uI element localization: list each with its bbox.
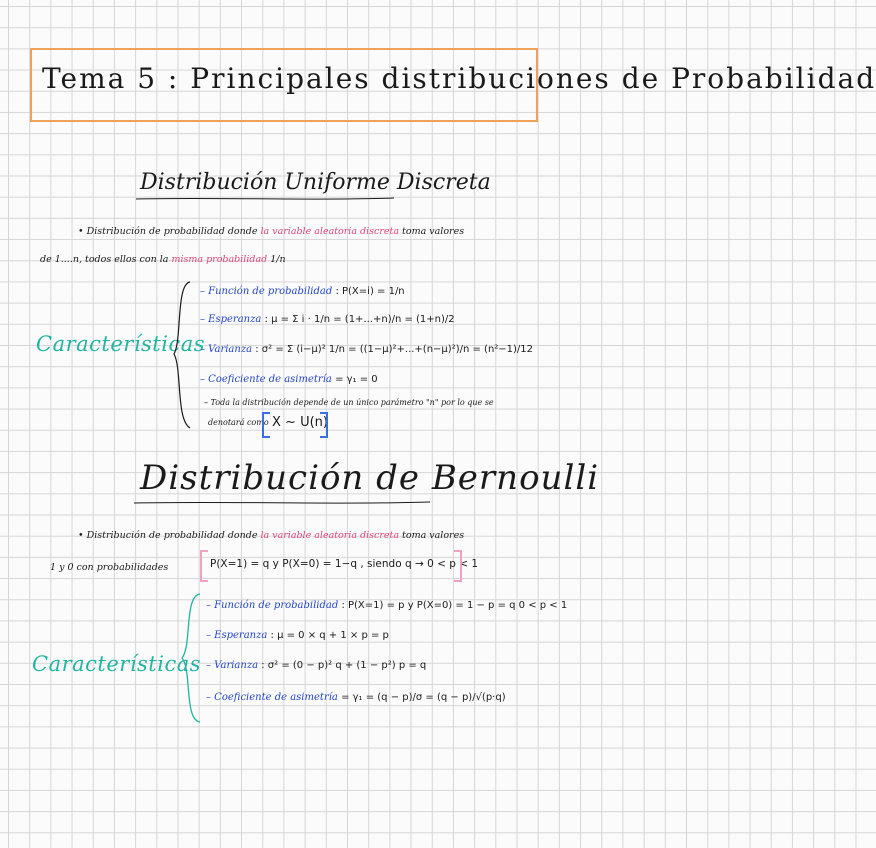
page-title: Tema 5 : Principales distribuciones de Probabilidad bbox=[42, 62, 876, 95]
item-formula: : σ² = Σ (i−μ)² 1/n = ((1−μ)²+...+(n−μ)²)/n = (n²−1)/12 bbox=[255, 344, 534, 355]
intro-highlight: misma probabilidad bbox=[171, 254, 268, 265]
uniforme-intro-line2 bbox=[40, 254, 286, 265]
uniforme-intro-line1 bbox=[78, 226, 464, 237]
item-formula: : μ = Σ i · 1/n = (1+...+n)/n = (1+n)/2 bbox=[264, 314, 455, 325]
bernoulli-intro-line1 bbox=[78, 530, 464, 541]
item-formula: = γ₁ = (q − p)/σ = (q − p)/√(p·q) bbox=[341, 692, 506, 703]
uniforme-item bbox=[200, 374, 378, 385]
intro-highlight: la variable aleatoria discreta bbox=[260, 530, 399, 541]
bernoulli-item bbox=[206, 692, 506, 703]
item-label: – Coeficiente de asimetría bbox=[200, 374, 332, 385]
uniforme-item bbox=[200, 314, 455, 325]
bernoulli-item bbox=[206, 630, 389, 641]
uniforme-item bbox=[200, 344, 533, 355]
intro-fraction: 1/n bbox=[270, 254, 286, 265]
notation-text: X ~ U(n) bbox=[272, 415, 328, 430]
brace-uniforme bbox=[170, 280, 194, 430]
item-formula: : P(X=1) = p y P(X=0) = 1 − p = q 0 < p < 1 bbox=[341, 600, 568, 611]
caracteristicas-label-bernoulli: Características bbox=[32, 652, 202, 676]
intro-text-c: toma valores bbox=[402, 226, 465, 237]
bernoulli-item bbox=[206, 600, 567, 611]
heading-bernoulli-underline bbox=[134, 500, 434, 506]
uniforme-note-line1: – Toda la distribución depende de un único parámetro "n" por lo que se bbox=[204, 398, 494, 407]
uniforme-note-line2: denotará como bbox=[208, 418, 269, 427]
heading-uniforme: Distribución Uniforme Discreta bbox=[140, 170, 491, 195]
heading-uniforme-underline bbox=[136, 196, 396, 202]
item-label: – Función de probabilidad bbox=[200, 286, 333, 297]
item-label: – Varianza bbox=[206, 660, 259, 671]
uniforme-item bbox=[200, 286, 405, 297]
item-formula: = γ₁ = 0 bbox=[335, 374, 378, 385]
intro-text-a: • Distribución de probabilidad donde bbox=[78, 530, 258, 541]
heading-bernoulli: Distribución de Bernoulli bbox=[140, 458, 600, 498]
item-formula: : σ² = (0 − p)² q + (1 − p²) p = q bbox=[261, 660, 427, 671]
item-label: – Esperanza bbox=[206, 630, 268, 641]
intro-text-a: • Distribución de probabilidad donde bbox=[78, 226, 258, 237]
intro-highlight: la variable aleatoria discreta bbox=[260, 226, 399, 237]
probabilities-text: P(X=1) = q y P(X=0) = 1−q , siendo q → 0 < p < 1 bbox=[210, 558, 479, 570]
item-label: – Función de probabilidad bbox=[206, 600, 339, 611]
bernoulli-item bbox=[206, 660, 426, 671]
probabilities-box bbox=[200, 550, 479, 580]
bernoulli-intro-line2-a: 1 y 0 con probabilidades bbox=[50, 562, 169, 573]
notation-box bbox=[262, 412, 328, 436]
item-label: – Varianza bbox=[200, 344, 253, 355]
caracteristicas-label-uniforme: Características bbox=[36, 332, 206, 356]
item-formula: : P(X=i) = 1/n bbox=[335, 286, 405, 297]
item-formula: : μ = 0 × q + 1 × p = p bbox=[270, 630, 389, 641]
brace-bernoulli bbox=[178, 592, 204, 724]
intro-text-a: de 1....n, todos ellos con la bbox=[40, 254, 169, 265]
item-label: – Esperanza bbox=[200, 314, 262, 325]
intro-text-c: toma valores bbox=[402, 530, 465, 541]
item-label: – Coeficiente de asimetría bbox=[206, 692, 338, 703]
